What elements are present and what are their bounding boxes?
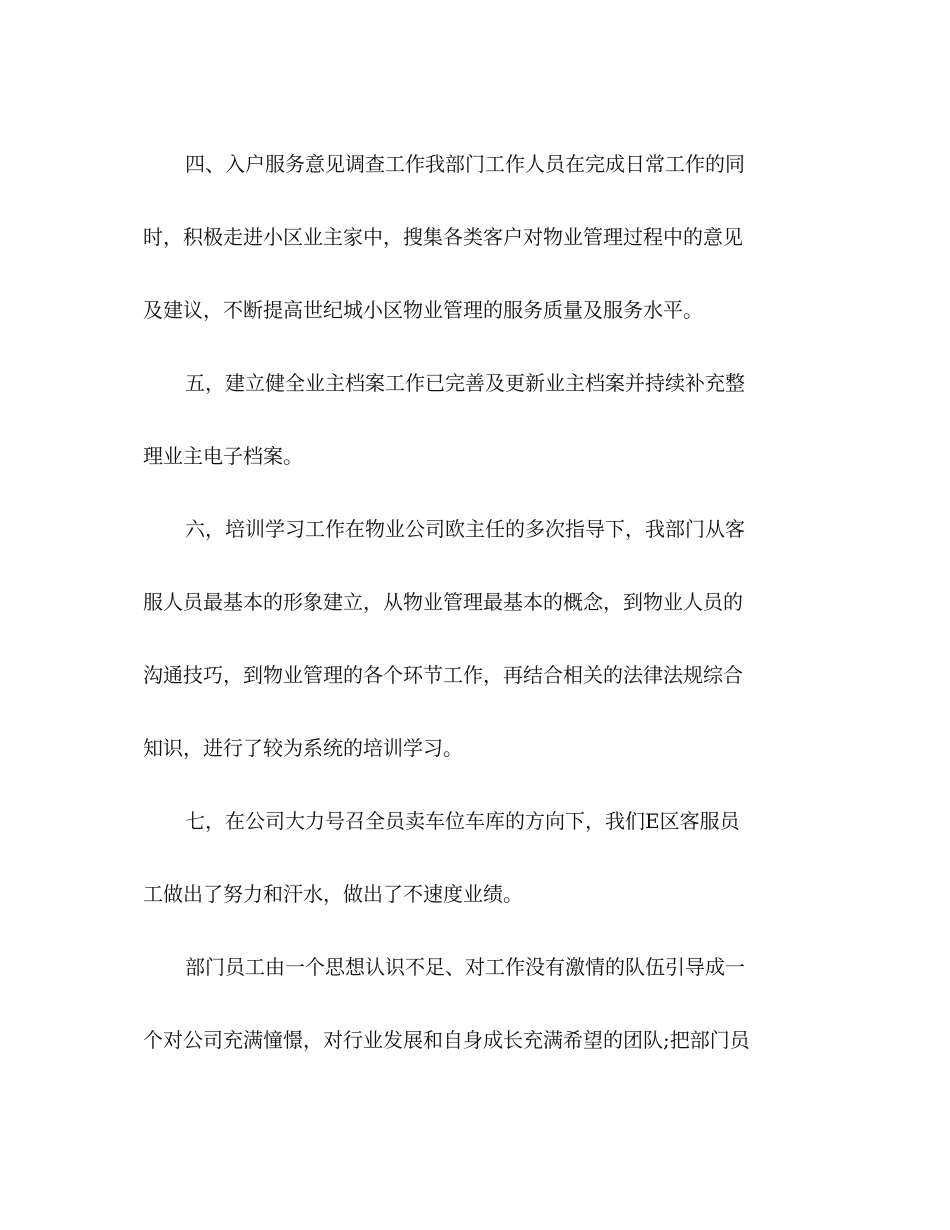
text-line-11: 工做出了努力和汗水，做出了不速度业绩。 bbox=[143, 882, 523, 906]
text-line-7: 服人员最基本的形象建立，从物业管理最基本的概念，到物业人员的 bbox=[143, 590, 743, 614]
text-line-5: 理业主电子档案。 bbox=[143, 444, 303, 468]
text-line-2: 时，积极走进小区业主家中，搜集各类客户对物业管理过程中的意见 bbox=[143, 225, 743, 249]
text-line-10: 七，在公司大力号召全员卖车位车库的方向下，我们E区客服员 bbox=[185, 809, 740, 833]
text-line-12: 部门员工由一个思想认识不足、对工作没有激情的队伍引导成一 bbox=[185, 955, 745, 979]
body-text bbox=[143, 128, 808, 1077]
text-line-4: 五，建立健全业主档案工作已完善及更新业主档案并持续补充整 bbox=[185, 371, 745, 395]
text-line-9: 知识，进行了较为系统的培训学习。 bbox=[143, 736, 463, 760]
text-line-6: 六，培训学习工作在物业公司欧主任的多次指导下，我部门从客 bbox=[185, 517, 745, 541]
text-line-8: 沟通技巧，到物业管理的各个环节工作，再结合相关的法律法规综合 bbox=[143, 663, 743, 687]
text-line-3: 及建议，不断提高世纪城小区物业管理的服务质量及服务水平。 bbox=[143, 298, 703, 322]
text-line-13: 个对公司充满憧憬，对行业发展和自身成长充满希望的团队;把部门员 bbox=[143, 1028, 750, 1052]
text-line-1: 四、入户服务意见调查工作我部门工作人员在完成日常工作的同 bbox=[185, 152, 745, 176]
